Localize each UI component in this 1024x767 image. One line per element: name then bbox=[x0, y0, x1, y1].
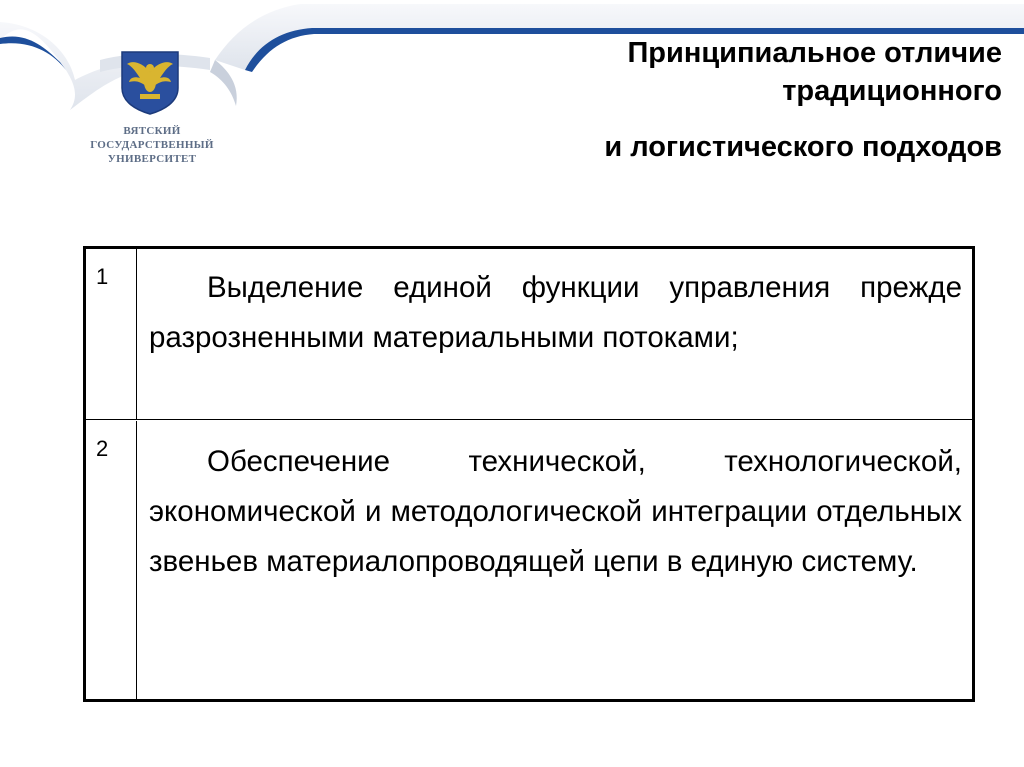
row-number: 2 bbox=[86, 421, 137, 699]
table-row bbox=[86, 249, 972, 420]
title-line-3: и логистического подходов bbox=[604, 131, 1002, 163]
title-line-1: Принципиальное отличие bbox=[627, 37, 1002, 69]
university-name bbox=[86, 124, 218, 166]
row-text: Выделение единой функции управления прежде разрозненными материальными потоками; bbox=[149, 271, 962, 354]
slide-title bbox=[442, 34, 1002, 166]
university-name-line-3: УНИВЕРСИТЕТ bbox=[107, 153, 197, 165]
row-number: 1 bbox=[86, 249, 137, 419]
row-text: Обеспечение технической, технологической, экономической и методологической интеграции отдельных звеньев материалопроводящей цепи в единую систему. bbox=[149, 445, 962, 578]
university-name-line-1: ВЯТСКИЙ bbox=[123, 125, 181, 137]
comparison-table bbox=[83, 246, 975, 702]
university-name-line-2: ГОСУДАРСТВЕННЫЙ bbox=[90, 139, 214, 151]
eagle-crest-icon bbox=[118, 48, 182, 116]
title-line-2: традиционного bbox=[782, 75, 1002, 107]
table-row bbox=[86, 421, 972, 699]
